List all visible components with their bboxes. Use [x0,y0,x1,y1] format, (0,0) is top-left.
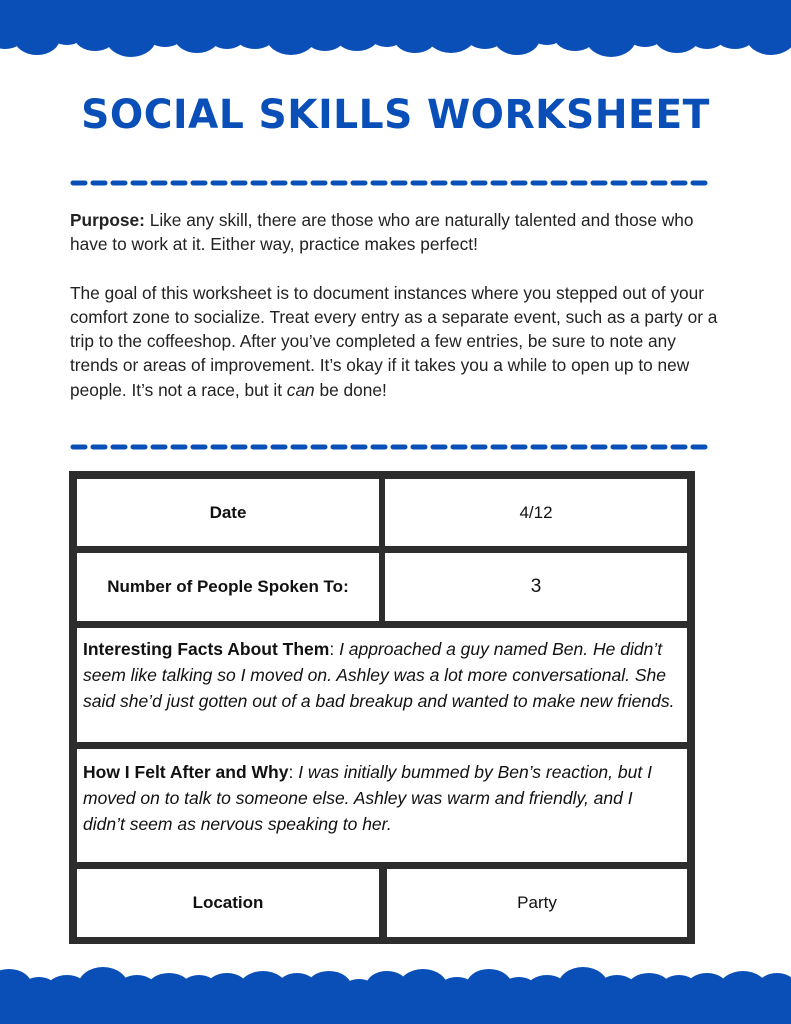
felt-cell[interactable] [77,749,687,862]
facts-label: Interesting Facts About Them [83,639,330,659]
location-label: Location [192,893,264,912]
date-value: 4/12 [519,502,553,522]
facts-text: I approached a guy named Ben. He didn’t seem like talking so I moved on. Ashley was a lot more conversational. She said she’d just gotten out of a bad breakup and wanted to make new friends. [83,639,675,711]
people-value-cell[interactable] [385,553,687,621]
location-value-cell[interactable] [387,869,687,937]
felt-text: I was initially bummed by Ben’s reaction, but I moved on to talk to someone else. Ashley was warm and friendly, and I didn’t seem as nervous speaking to her. [83,762,652,834]
date-value-cell[interactable] [385,479,687,546]
page-title: SOCIAL SKILLS WORKSHEET [81,92,710,138]
dashed-divider-bottom [70,444,712,450]
goal-text-before: The goal of this worksheet is to document instances where you stepped out of your comfort zone to socialize. Treat every entry as a separate event, such as a party or a trip to the coffeeshop. After you’ve completed a few entries, be sure to note any trends or areas of improvement. It’s okay if it takes you a while to open up to new people. It’s not a race, but it [70,282,718,400]
facts-separator: : [329,639,340,659]
top-cloud-border [0,0,791,62]
dashed-divider-top [70,180,712,186]
people-value: 3 [530,576,542,597]
facts-paragraph [83,636,679,714]
facts-cell[interactable] [77,628,687,742]
location-value: Party [517,893,557,912]
purpose-label: Purpose: [70,210,145,230]
purpose-text: Like any skill, there are those who are naturally talented and those who have to work at it. Either way, practice makes perfect! [70,210,694,255]
felt-label: How I Felt After and Why [83,762,289,782]
purpose-paragraph [70,208,720,257]
date-label-cell [77,479,379,546]
goal-text-emphasis: can [286,379,315,400]
people-label-cell [77,553,379,621]
location-label-cell [77,869,379,937]
date-label: Date [209,502,247,522]
intro-text [70,208,720,402]
goal-text-after: be done! [314,379,387,400]
felt-separator: : [288,762,299,782]
bottom-cloud-border [0,962,791,1024]
people-label: Number of People Spoken To: [107,577,349,596]
entry-table [69,471,695,944]
goal-paragraph [70,281,720,402]
felt-paragraph [83,759,679,837]
